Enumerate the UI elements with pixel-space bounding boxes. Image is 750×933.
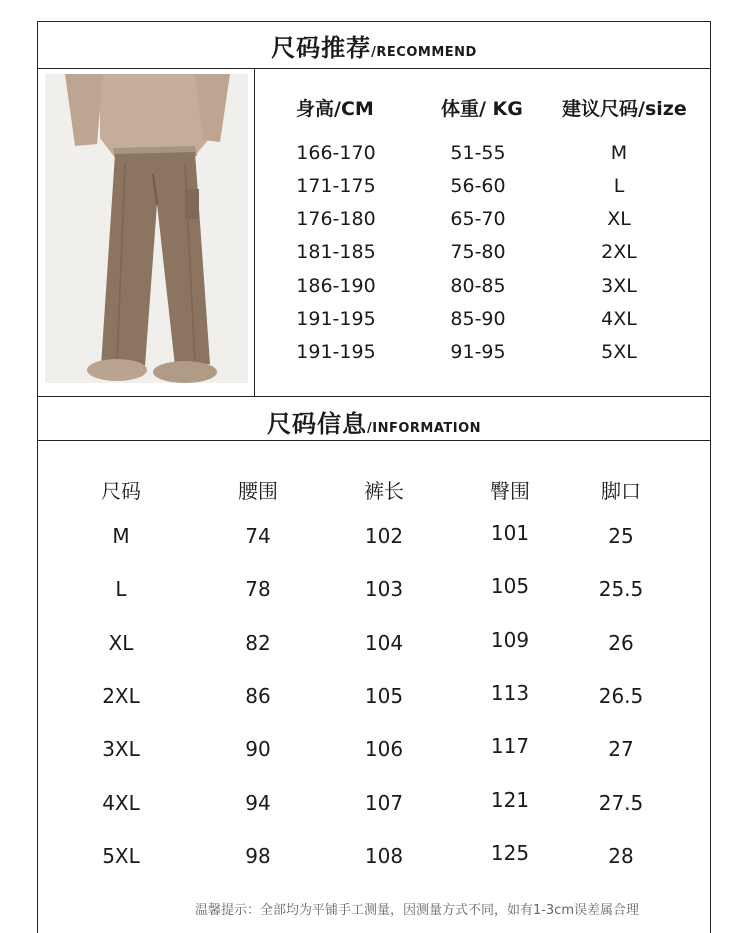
information-cell: 3XL — [102, 737, 140, 761]
recommend-cell: 85-90 — [450, 308, 506, 330]
measurement-note: 温馨提示：全部均为平铺手工测量，因测量方式不同，如有1-3cm误差属合理 — [194, 903, 639, 918]
information-cell: 94 — [245, 791, 271, 815]
recommend-title — [37, 28, 711, 63]
information-cell: 26 — [608, 631, 634, 655]
information-cell: 4XL — [102, 791, 140, 815]
header-waist: 腰围 — [238, 479, 278, 503]
recommend-cell: XL — [607, 208, 631, 230]
information-cell: 101 — [490, 521, 530, 545]
header-height: 身高/CM — [296, 98, 374, 120]
header-size-label: 尺码 — [101, 479, 141, 503]
information-cell: 2XL — [102, 684, 140, 708]
information-cell: 90 — [245, 737, 271, 761]
information-cell: 121 — [490, 788, 530, 812]
recommend-cell: 65-70 — [450, 208, 506, 230]
information-cell: 25.5 — [598, 577, 644, 601]
information-title-en: /INFORMATION — [366, 421, 482, 436]
header-hem: 脚口 — [601, 479, 641, 503]
recommend-cell: 2XL — [601, 241, 637, 263]
information-cell: 28 — [608, 844, 634, 868]
header-size: 建议尺码/size — [562, 98, 687, 120]
information-cell: 104 — [364, 631, 404, 655]
information-cell: 105 — [364, 684, 404, 708]
information-cell: 27.5 — [598, 791, 644, 815]
information-cell: 98 — [245, 844, 271, 868]
information-cell: 105 — [490, 574, 530, 598]
recommend-cell: 191-195 — [296, 341, 376, 363]
header-weight: 体重/ KG — [441, 98, 523, 120]
header-length: 裤长 — [364, 479, 404, 503]
recommend-cell: 166-170 — [296, 142, 376, 164]
recommend-cell: 91-95 — [450, 341, 506, 363]
information-cell: 78 — [245, 577, 271, 601]
information-cell: 102 — [364, 524, 404, 548]
information-cell: 117 — [490, 734, 530, 758]
information-cell: 27 — [608, 737, 634, 761]
information-cell: XL — [108, 631, 134, 655]
information-cell: 26.5 — [598, 684, 644, 708]
recommend-cell: 51-55 — [450, 142, 506, 164]
information-cell: 86 — [245, 684, 271, 708]
information-cell: 74 — [245, 524, 271, 548]
information-cell: 125 — [490, 841, 530, 865]
recommend-cell: 4XL — [601, 308, 637, 330]
information-title-zh: 尺码信息 — [266, 410, 367, 438]
information-cell: 103 — [364, 577, 404, 601]
product-photo — [45, 74, 248, 383]
recommend-title-en: /RECOMMEND — [371, 45, 477, 60]
information-cell: 107 — [364, 791, 404, 815]
information-cell: 108 — [364, 844, 404, 868]
recommend-cell: M — [610, 142, 628, 164]
recommend-cell: 5XL — [601, 341, 637, 363]
information-cell: M — [112, 524, 130, 548]
header-hip: 臀围 — [490, 479, 530, 503]
photo-divider — [254, 68, 255, 396]
recommend-cell: 181-185 — [296, 241, 376, 263]
information-cell: 25 — [608, 524, 634, 548]
information-cell: 109 — [490, 628, 530, 652]
information-cell: 82 — [245, 631, 271, 655]
recommend-cell: 3XL — [601, 275, 637, 297]
recommend-cell: 186-190 — [296, 275, 376, 297]
information-cell: L — [115, 577, 127, 601]
recommend-cell: 176-180 — [296, 208, 376, 230]
recommend-cell: 56-60 — [450, 175, 506, 197]
information-title — [37, 404, 711, 439]
divider — [37, 68, 711, 69]
divider — [37, 440, 711, 441]
recommend-cell: 75-80 — [450, 241, 506, 263]
recommend-cell: 191-195 — [296, 308, 376, 330]
divider — [37, 396, 711, 397]
information-cell: 113 — [490, 681, 530, 705]
recommend-cell: 171-175 — [296, 175, 376, 197]
recommend-title-zh: 尺码推荐 — [271, 34, 372, 62]
information-cell: 5XL — [102, 844, 140, 868]
recommend-cell: 80-85 — [450, 275, 506, 297]
recommend-cell: L — [613, 175, 625, 197]
information-cell: 106 — [364, 737, 404, 761]
